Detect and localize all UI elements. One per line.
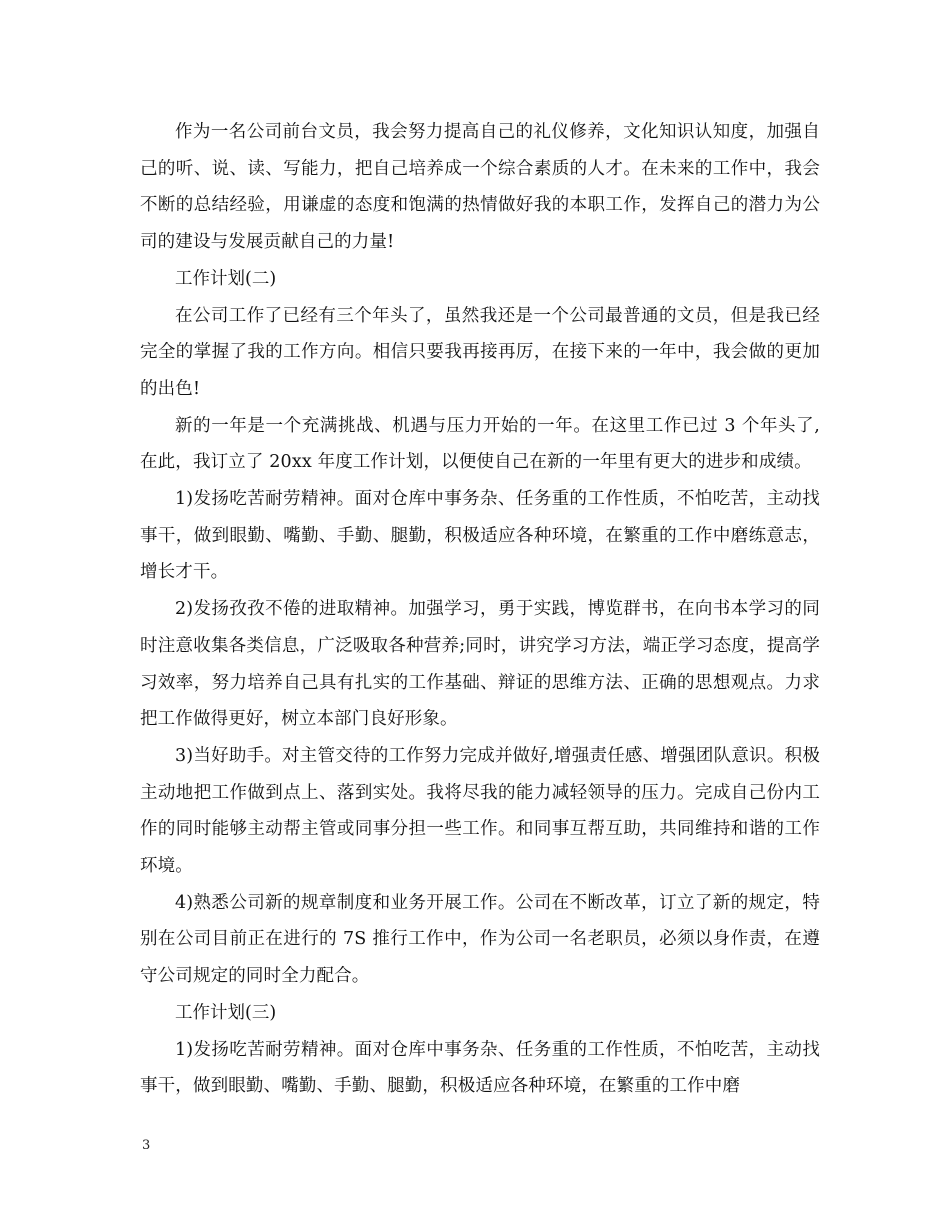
paragraph-item-one: 1)发扬吃苦耐劳精神。面对仓库中事务杂、任务重的工作性质，不怕吃苦，主动找事干，做到眼勤、嘴勤、手勤、腿勤，积极适应各种环境，在繁重的工作中磨练意志，增长才干。 [140, 489, 820, 583]
paragraph-item-three: 3)当好助手。对主管交待的工作努力完成并做好,增强责任感、增强团队意识。积极主动地把工作做到点上、落到实处。我将尽我的能力减轻领导的压力。完成自己份内工作的同时能够主动帮主管或同事分担一些工作。和同事互帮互助，共同维持和谐的工作环境。 [140, 745, 820, 877]
paragraph-item-two: 2)发扬孜孜不倦的进取精神。加强学习，勇于实践，博览群书，在向书本学习的同时注意收集各类信息，广泛吸取各种营养;同时，讲究学习方法，端正学习态度，提高学习效率，努力培养自己具有扎实的工作基础、辩证的思维方法、正确的思想观点。力求把工作做得更好，树立本部门良好形象。 [140, 599, 820, 730]
section-heading-plan-two: 工作计划(二) [175, 268, 277, 289]
paragraph-plan-two-intro: 在公司工作了已经有三个年头了，虽然我还是一个公司最普通的文员，但是我已经完全的掌握了我的工作方向。相信只要我再接再厉，在接下来的一年中，我会做的更加的出色! [140, 305, 820, 399]
page-number: 3 [142, 1138, 151, 1153]
section-heading-plan-three: 工作计划(三) [175, 1002, 277, 1023]
document-body [140, 114, 820, 1105]
paragraph-plan-three-item-one: 1)发扬吃苦耐劳精神。面对仓库中事务杂、任务重的工作性质，不怕吃苦，主动找事干，做到眼勤、嘴勤、手勤、腿勤，积极适应各种环境，在繁重的工作中磨 [140, 1039, 820, 1097]
paragraph-new-year-plan: 新的一年是一个充满挑战、机遇与压力开始的一年。在这里工作已过 3 个年头了,在此，我订立了 20xx 年度工作计划，以便使自己在新的一年里有更大的进步和成绩。 [140, 415, 820, 473]
paragraph-intro-summary: 作为一名公司前台文员，我会努力提高自己的礼仪修养，文化知识认知度，加强自己的听、说、读、写能力，把自己培养成一个综合素质的人才。在未来的工作中，我会不断的总结经验，用谦虚的态度和饱满的热情做好我的本职工作，发挥自己的潜力为公司的建设与发展贡献自己的力量! [140, 122, 820, 253]
paragraph-item-four: 4)熟悉公司新的规章制度和业务开展工作。公司在不断改革，订立了新的规定，特别在公司目前正在进行的 7S 推行工作中，作为公司一名老职员，必须以身作责，在遵守公司规定的同时全力配合。 [140, 892, 820, 987]
